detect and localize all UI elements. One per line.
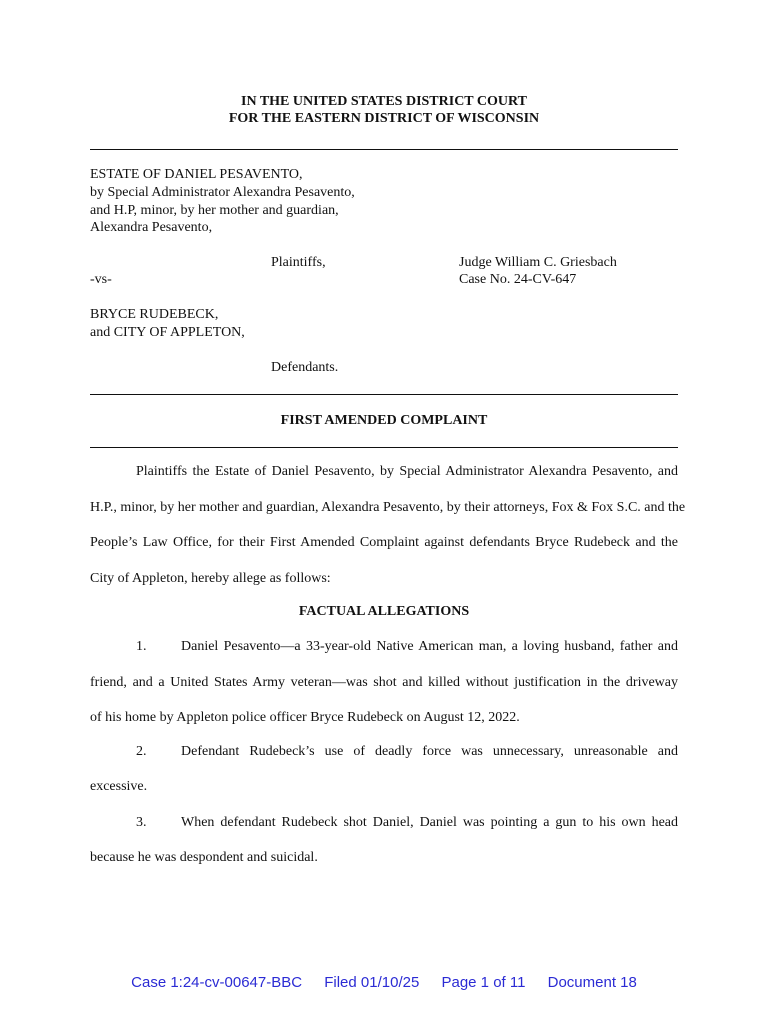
- case-number: Case No. 24-CV-647: [459, 272, 577, 287]
- intro-line: H.P., minor, by her mother and guardian, Alexandra Pesavento, by their attorneys, Fox & Fox S.C. and the: [90, 500, 686, 515]
- paragraph-number: 1.: [136, 639, 147, 654]
- paragraph-line: Defendant Rudebeck’s use of deadly force was unnecessary, unreasonable and: [181, 744, 678, 759]
- plaintiff-line: Alexandra Pesavento,: [90, 220, 213, 235]
- paragraph-number: 2.: [136, 744, 147, 759]
- footer-case-number: Case 1:24-cv-00647-BBC: [131, 974, 303, 991]
- paragraph-line: because he was despondent and suicidal.: [90, 850, 318, 865]
- court-name-line-1: IN THE UNITED STATES DISTRICT COURT: [241, 94, 527, 109]
- versus-label: -vs-: [90, 272, 112, 287]
- footer-document-number: Document 18: [547, 974, 637, 991]
- paragraph-line: Daniel Pesavento—a 33-year-old Native American man, a loving husband, father and: [181, 639, 678, 654]
- intro-line: City of Appleton, hereby allege as follows:: [90, 571, 331, 586]
- judge-name: Judge William C. Griesbach: [459, 255, 617, 270]
- court-name-line-2: FOR THE EASTERN DISTRICT OF WISCONSIN: [228, 111, 540, 126]
- footer-filed-date: Filed 01/10/25: [324, 974, 420, 991]
- document-title: FIRST AMENDED COMPLAINT: [280, 413, 488, 428]
- paragraph-line: of his home by Appleton police officer Bryce Rudebeck on August 12, 2022.: [90, 710, 520, 725]
- title-bottom-rule: [90, 447, 678, 448]
- paragraph-line: When defendant Rudebeck shot Daniel, Daniel was pointing a gun to his own head: [181, 815, 678, 830]
- defendants-label: Defendants.: [271, 360, 339, 375]
- intro-line: Plaintiffs the Estate of Daniel Pesavento, by Special Administrator Alexandra Pesavento, and: [136, 464, 678, 479]
- paragraph-number: 3.: [136, 815, 147, 830]
- ecf-footer: [0, 974, 768, 991]
- caption-top-rule: [90, 149, 678, 150]
- title-top-rule: [90, 394, 678, 395]
- defendant-line: and CITY OF APPLETON,: [90, 325, 245, 340]
- intro-line: People’s Law Office, for their First Amended Complaint against defendants Bryce Rudebeck and the: [90, 535, 678, 550]
- plaintiffs-label: Plaintiffs,: [271, 255, 326, 270]
- paragraph-line: friend, and a United States Army veteran—was shot and killed without justification in the driveway: [90, 675, 678, 690]
- plaintiff-line: and H.P, minor, by her mother and guardian,: [90, 203, 339, 218]
- defendant-line: BRYCE RUDEBECK,: [90, 307, 219, 322]
- plaintiff-line: by Special Administrator Alexandra Pesavento,: [90, 185, 355, 200]
- plaintiff-line: ESTATE OF DANIEL PESAVENTO,: [90, 167, 303, 182]
- section-heading: FACTUAL ALLEGATIONS: [298, 604, 470, 619]
- paragraph-line: excessive.: [90, 779, 148, 794]
- footer-page-count: Page 1 of 11: [441, 974, 526, 991]
